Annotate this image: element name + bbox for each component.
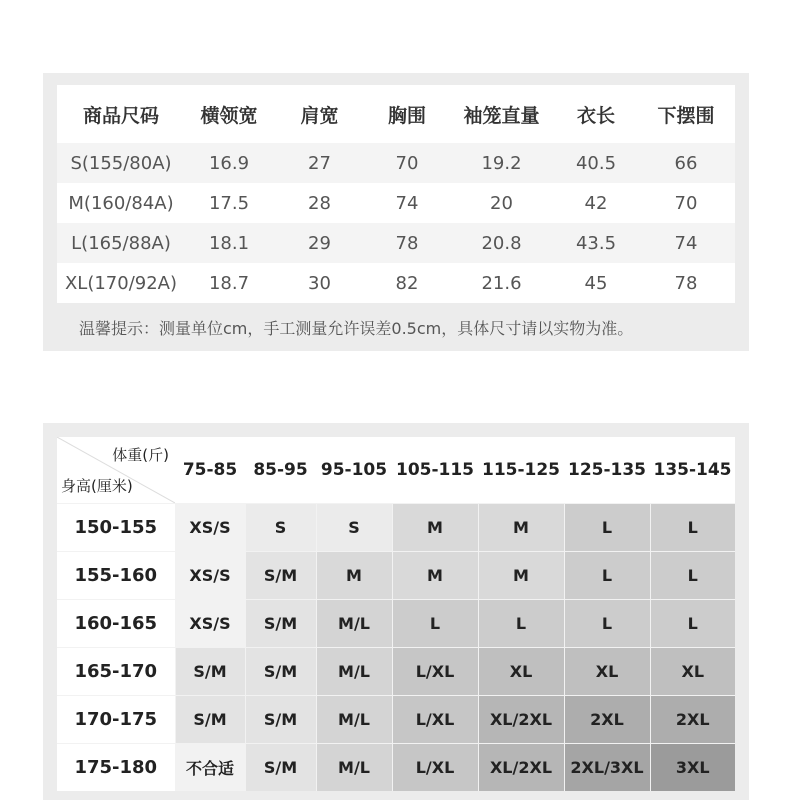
cell: 45	[555, 263, 637, 303]
size-cell: L	[650, 504, 735, 552]
size-cell: 2XL/3XL	[564, 744, 650, 792]
corner-header	[57, 437, 175, 504]
cell: 28	[273, 183, 366, 223]
size-cell: L	[650, 552, 735, 600]
cell: 78	[366, 223, 448, 263]
cell: 82	[366, 263, 448, 303]
weight-axis-label: 体重(斤)	[112, 446, 169, 464]
size-cell: 2XL	[564, 696, 650, 744]
size-cell: S/M	[245, 600, 316, 648]
size-cell: L	[564, 600, 650, 648]
cell: 18.7	[185, 263, 273, 303]
cell: 70	[637, 183, 735, 223]
cell: 40.5	[555, 143, 637, 183]
table-row	[57, 744, 735, 792]
weight-range-header: 85-95	[245, 437, 316, 504]
cell: 16.9	[185, 143, 273, 183]
size-cell: XL	[650, 648, 735, 696]
size-cell: L	[564, 552, 650, 600]
header-armhole: 袖笼直量	[448, 85, 555, 143]
size-cell: 不合适	[175, 744, 245, 792]
table-row	[57, 504, 735, 552]
size-cell: XS/S	[175, 504, 245, 552]
header-chest: 胸围	[366, 85, 448, 143]
size-cell: XL/2XL	[478, 696, 564, 744]
size-cell: M/L	[316, 600, 392, 648]
cell: 42	[555, 183, 637, 223]
size-cell: L/XL	[392, 744, 478, 792]
table-row	[57, 600, 735, 648]
measurement-tip: 温馨提示：测量单位cm，手工测量允许误差0.5cm，具体尺寸请以实物为准。	[79, 319, 634, 338]
weight-range-header: 75-85	[175, 437, 245, 504]
cell: 70	[366, 143, 448, 183]
size-chart-panel	[43, 423, 749, 800]
size-cell: M/L	[316, 696, 392, 744]
size-cell: S/M	[175, 696, 245, 744]
size-cell: 2XL	[650, 696, 735, 744]
cell: 21.6	[448, 263, 555, 303]
cell: 30	[273, 263, 366, 303]
cell: 74	[366, 183, 448, 223]
table-row	[57, 183, 735, 223]
header-size: 商品尺码	[57, 85, 185, 143]
cell: 19.2	[448, 143, 555, 183]
size-cell: M	[478, 552, 564, 600]
size-cell: S/M	[245, 552, 316, 600]
size-cell: S/M	[245, 648, 316, 696]
size-cell: L	[392, 600, 478, 648]
header-length: 衣长	[555, 85, 637, 143]
cell: 43.5	[555, 223, 637, 263]
table-row	[57, 552, 735, 600]
cell: S(155/80A)	[57, 143, 185, 183]
cell: 29	[273, 223, 366, 263]
measurement-header-row	[57, 85, 735, 143]
height-range-cell: 170-175	[57, 696, 175, 744]
cell: 20	[448, 183, 555, 223]
size-chart-header-row	[57, 437, 735, 504]
cell: XL(170/92A)	[57, 263, 185, 303]
size-cell: L	[564, 504, 650, 552]
weight-range-header: 105-115	[392, 437, 478, 504]
height-range-cell: 150-155	[57, 504, 175, 552]
size-cell: XS/S	[175, 552, 245, 600]
measurement-table	[57, 85, 735, 303]
cell: 66	[637, 143, 735, 183]
height-axis-label: 身高(厘米)	[61, 477, 133, 495]
table-row	[57, 648, 735, 696]
size-cell: 3XL	[650, 744, 735, 792]
cell: 74	[637, 223, 735, 263]
size-cell: XL/2XL	[478, 744, 564, 792]
header-shoulder: 肩宽	[273, 85, 366, 143]
weight-range-header: 125-135	[564, 437, 650, 504]
size-cell: M	[316, 552, 392, 600]
measurement-panel	[43, 73, 749, 351]
height-range-cell: 165-170	[57, 648, 175, 696]
table-row	[57, 223, 735, 263]
size-cell: M/L	[316, 648, 392, 696]
size-cell: XL	[564, 648, 650, 696]
weight-range-header: 135-145	[650, 437, 735, 504]
size-cell: M	[392, 504, 478, 552]
weight-range-header: 115-125	[478, 437, 564, 504]
header-neck-width: 横领宽	[185, 85, 273, 143]
height-range-cell: 160-165	[57, 600, 175, 648]
cell: M(160/84A)	[57, 183, 185, 223]
size-chart-table	[57, 437, 735, 791]
cell: 18.1	[185, 223, 273, 263]
cell: 27	[273, 143, 366, 183]
size-cell: L	[650, 600, 735, 648]
cell: 17.5	[185, 183, 273, 223]
table-row	[57, 696, 735, 744]
size-cell: S/M	[245, 744, 316, 792]
size-cell: XL	[478, 648, 564, 696]
height-range-cell: 155-160	[57, 552, 175, 600]
size-cell: M/L	[316, 744, 392, 792]
size-cell: S/M	[175, 648, 245, 696]
size-cell: S	[245, 504, 316, 552]
cell: L(165/88A)	[57, 223, 185, 263]
size-cell: L/XL	[392, 696, 478, 744]
height-range-cell: 175-180	[57, 744, 175, 792]
table-row	[57, 263, 735, 303]
size-cell: L/XL	[392, 648, 478, 696]
size-cell: M	[392, 552, 478, 600]
size-cell: S/M	[245, 696, 316, 744]
cell: 20.8	[448, 223, 555, 263]
table-row	[57, 143, 735, 183]
size-cell: S	[316, 504, 392, 552]
size-cell: L	[478, 600, 564, 648]
size-cell: XS/S	[175, 600, 245, 648]
cell: 78	[637, 263, 735, 303]
header-hem: 下摆围	[637, 85, 735, 143]
weight-range-header: 95-105	[316, 437, 392, 504]
size-cell: M	[478, 504, 564, 552]
